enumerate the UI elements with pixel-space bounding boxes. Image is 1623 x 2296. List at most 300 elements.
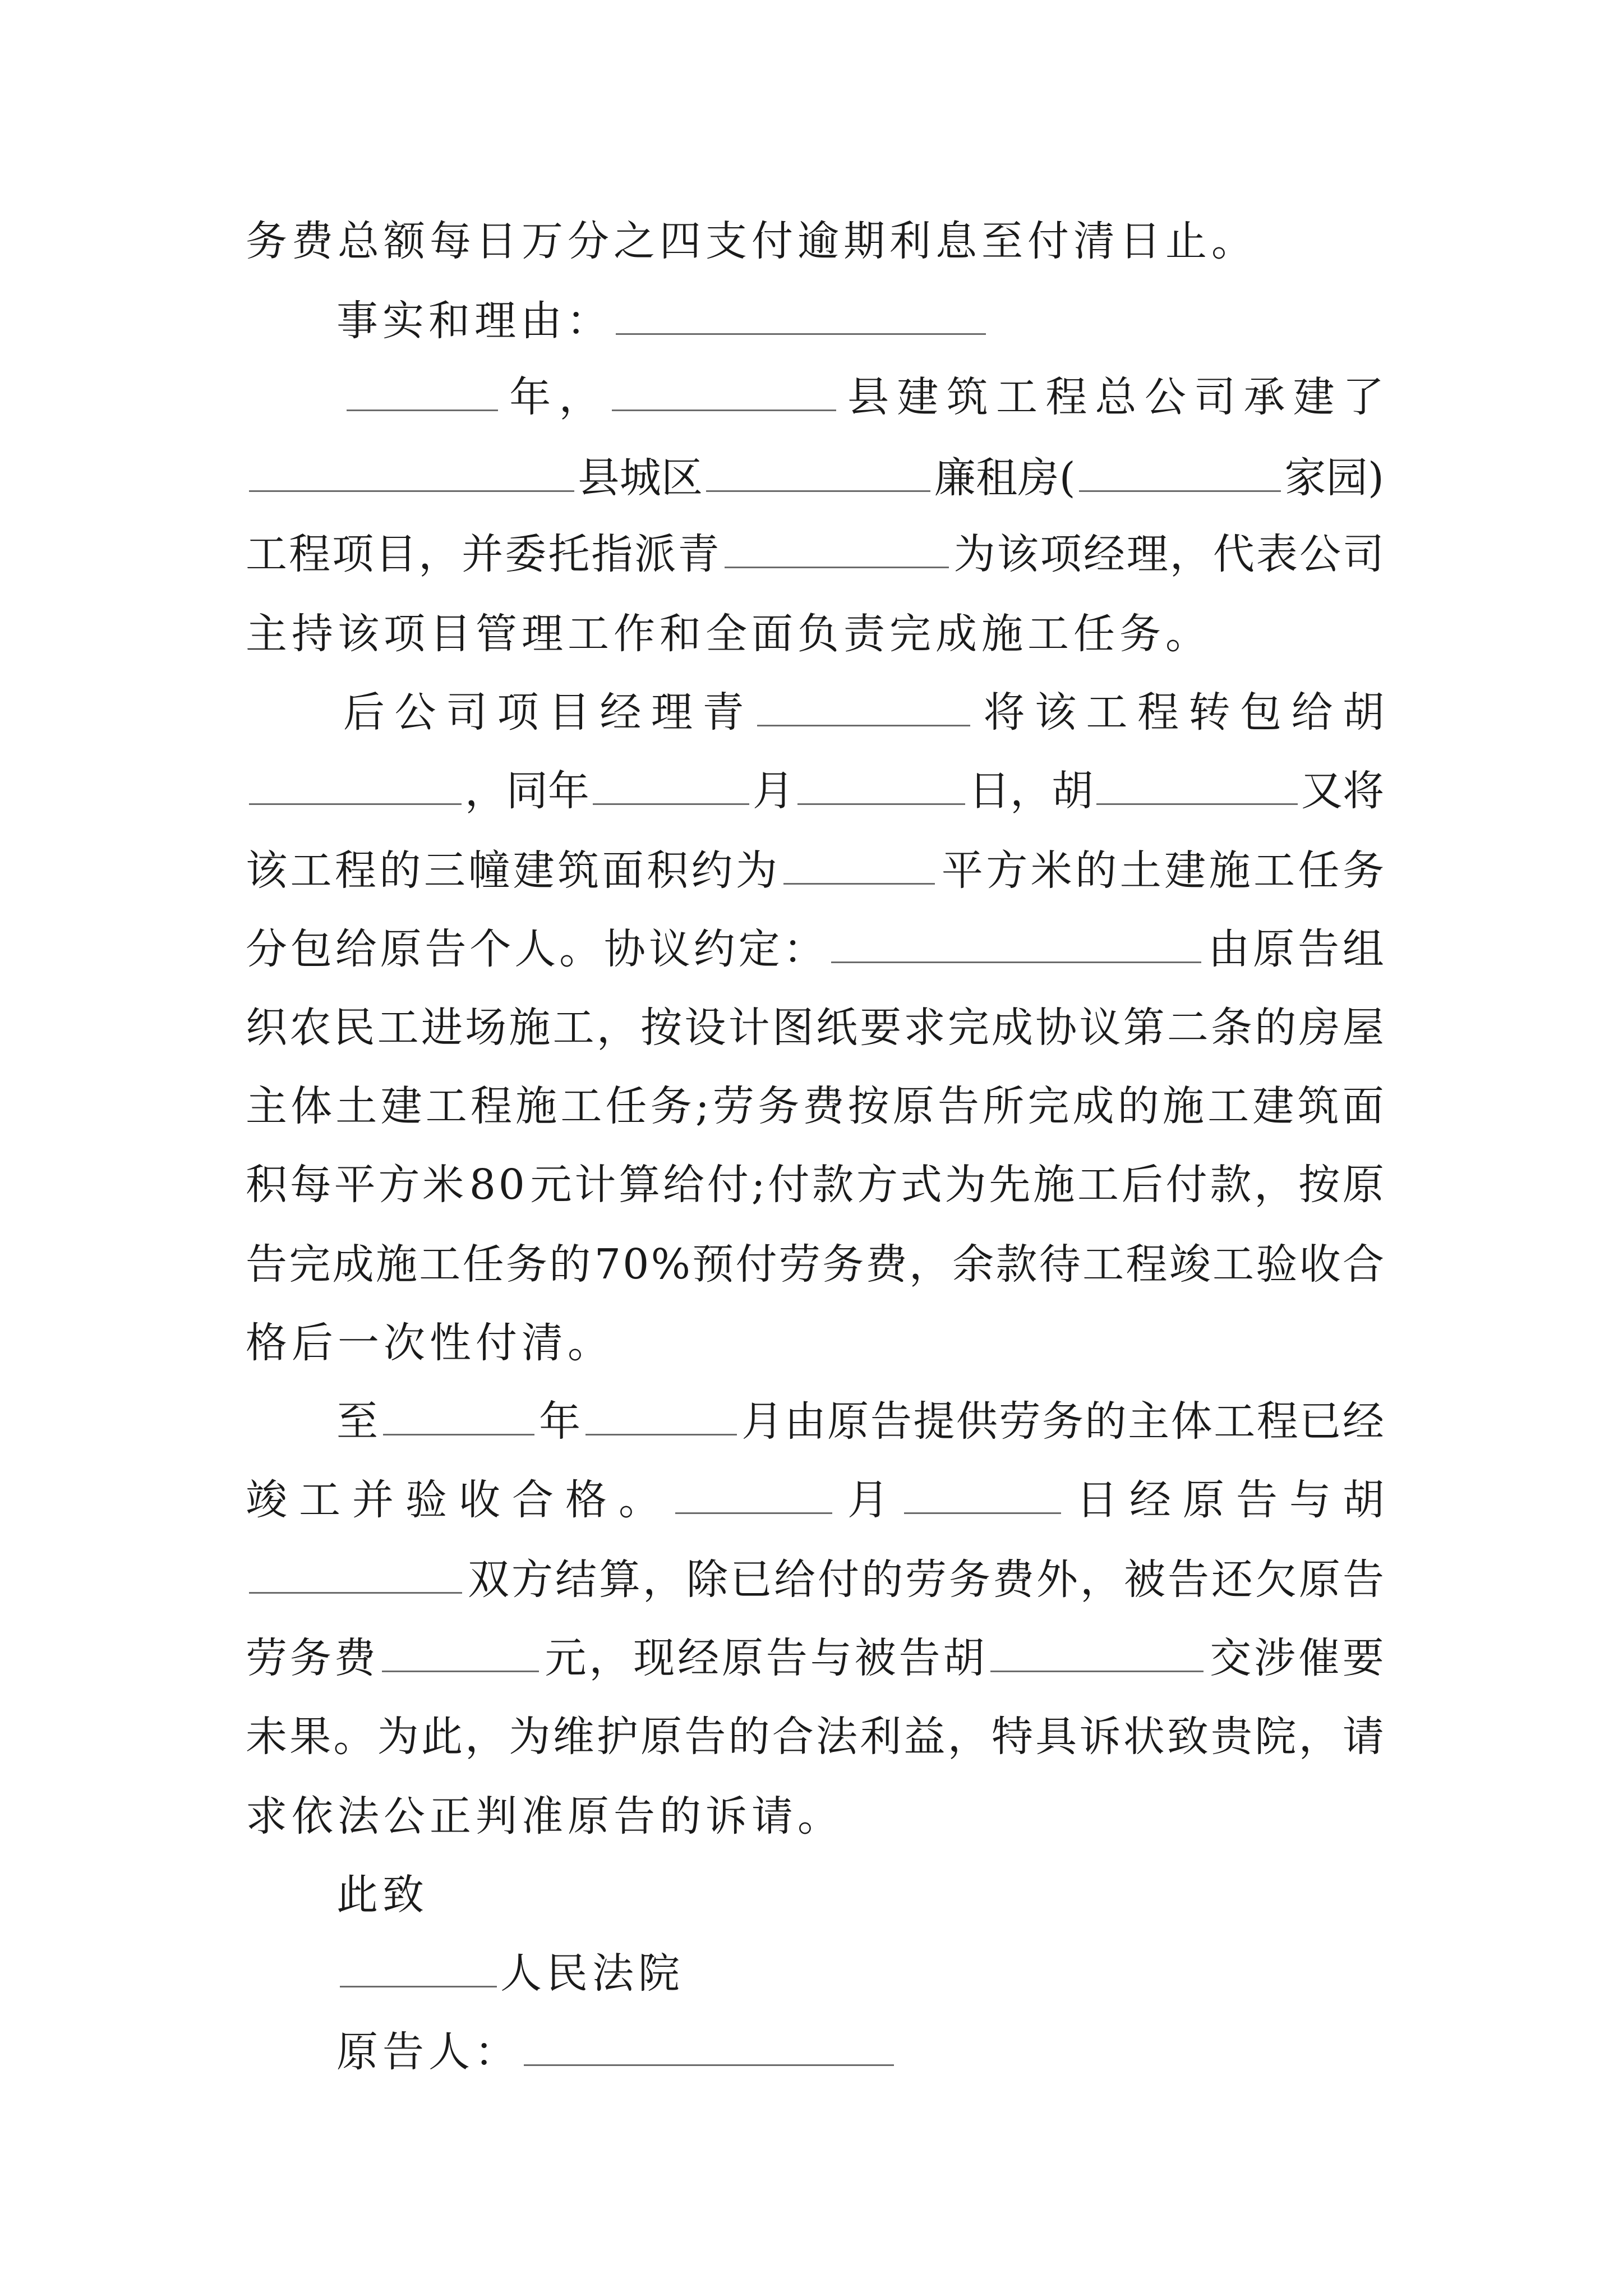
text-char: ， — [589, 1634, 631, 1682]
text-char: 由 — [784, 1397, 826, 1446]
text-char: 积 — [246, 1161, 287, 1209]
text-char: 为 — [735, 846, 777, 895]
text-char: 费 — [803, 1082, 845, 1130]
text-char: 工 — [1086, 688, 1128, 737]
text-char: 转 — [1188, 688, 1230, 737]
text-char: 项 — [1040, 530, 1082, 578]
text-char: 法 — [816, 1713, 858, 1761]
text-char: 按 — [847, 1082, 889, 1130]
text-char: 约 — [691, 846, 733, 895]
fill-in-blank — [383, 1395, 534, 1435]
text-char: 收 — [1299, 1240, 1341, 1289]
text-char: 计 — [574, 1161, 616, 1209]
text-char: 8 — [469, 1161, 496, 1209]
text-char: ( — [1059, 454, 1076, 502]
fill-in-blank — [612, 370, 836, 411]
text-char: 算 — [619, 1161, 661, 1209]
text-char: 双 — [468, 1556, 509, 1604]
text-char: 元 — [545, 1634, 587, 1682]
text-char: 米 — [1030, 846, 1072, 895]
text-char: 。 — [559, 925, 601, 973]
text-char: 要 — [1342, 1634, 1384, 1682]
text-char: 元 — [530, 1161, 572, 1209]
text-char: 至 — [336, 1397, 378, 1446]
text-char: 为 — [953, 530, 995, 578]
text-char: 二 — [1166, 1004, 1209, 1052]
text-char: 告 — [1298, 925, 1339, 973]
text-char: 经 — [1083, 530, 1125, 578]
text-line — [246, 915, 1384, 983]
text-char: 益 — [903, 1713, 946, 1761]
text-char: 廉 — [934, 454, 976, 502]
text-char: 代 — [1212, 530, 1255, 578]
text-char: 施 — [1209, 846, 1251, 895]
text-line — [246, 521, 1384, 588]
text-char: 给 — [774, 1556, 815, 1604]
fill-in-blank — [706, 451, 930, 492]
text-char: 同 — [506, 767, 548, 815]
text-char: 图 — [772, 1004, 814, 1052]
text-char: 经 — [677, 1634, 720, 1682]
text-char: 施 — [1033, 1161, 1075, 1209]
text-char: 任 — [605, 1082, 647, 1130]
text-char: 组 — [1342, 925, 1384, 973]
text-char: 原 — [1299, 1556, 1340, 1604]
text-char: 平 — [941, 846, 983, 895]
text-char: 告 — [425, 925, 467, 973]
fill-in-blank — [757, 685, 970, 726]
text-char: ： — [783, 925, 825, 973]
text-char: 维 — [552, 1713, 594, 1761]
text-char: 施 — [1162, 1082, 1204, 1130]
text-char: 该 — [1035, 688, 1076, 737]
text-char: % — [651, 1240, 690, 1289]
text-char: 工 — [1082, 1240, 1124, 1289]
text-char: 算 — [599, 1556, 640, 1604]
fill-in-blank — [524, 2025, 894, 2066]
text-char: 务 — [949, 1556, 990, 1604]
text-char: 人 — [514, 925, 556, 973]
text-char: 务 — [1342, 846, 1384, 895]
text-char: 还 — [1211, 1556, 1253, 1604]
text-char: 第 — [1123, 1004, 1165, 1052]
text-segment: 务费总额每日万分之四支付逾期利息至付清日止。 — [246, 217, 1257, 265]
text-char: 给 — [1291, 688, 1333, 737]
text-char: 收 — [459, 1476, 500, 1524]
text-char: 告 — [1343, 1556, 1384, 1604]
text-char: 经 — [600, 688, 642, 737]
text-char: 并 — [352, 1476, 394, 1524]
text-char: 具 — [1035, 1713, 1077, 1761]
text-char: 程 — [1126, 1240, 1168, 1289]
text-char: ， — [1169, 530, 1211, 578]
text-char: 委 — [505, 530, 547, 578]
text-line — [246, 1151, 1384, 1218]
text-char: ) — [1368, 454, 1384, 502]
text-char: ， — [1010, 767, 1052, 815]
text-char: 款 — [812, 1161, 854, 1209]
fill-in-blank — [1079, 451, 1281, 492]
text-char: 告 — [937, 1082, 979, 1130]
text-char: 城 — [619, 454, 661, 502]
text-char: 派 — [634, 530, 676, 578]
text-segment: 格后一次性付清。 — [246, 1319, 614, 1367]
text-char: 的 — [1085, 1397, 1127, 1446]
text-char: 建 — [1252, 1082, 1294, 1130]
text-char: 7 — [594, 1240, 621, 1289]
text-line — [336, 2018, 897, 2086]
text-char: 目 — [548, 688, 590, 737]
text-char: 工 — [1077, 1161, 1119, 1209]
text-char: 劳 — [713, 1082, 754, 1130]
text-char: 方 — [856, 1161, 898, 1209]
text-char: 供 — [956, 1397, 998, 1446]
text-char: 体 — [1170, 1397, 1212, 1446]
text-char: 进 — [421, 1004, 463, 1052]
text-char: 务 — [650, 1082, 692, 1130]
text-char: 成 — [1072, 1082, 1114, 1130]
text-char: 年 — [547, 767, 589, 815]
text-char: 胡 — [1343, 1476, 1384, 1524]
text-char: 式 — [900, 1161, 942, 1209]
text-char: 任 — [1298, 846, 1340, 895]
text-char: 区 — [661, 454, 703, 502]
text-char: 月 — [753, 767, 794, 815]
text-char: 结 — [555, 1556, 597, 1604]
text-char: ， — [465, 1713, 507, 1761]
text-char: 付 — [707, 1161, 749, 1209]
text-char: 验 — [1256, 1240, 1298, 1289]
text-char: 织 — [246, 1004, 287, 1052]
text-char: 年 — [539, 1397, 581, 1446]
text-line — [246, 1546, 1384, 1613]
text-char: 屋 — [1342, 1004, 1384, 1052]
text-char: 协 — [604, 925, 645, 973]
text-char: 幢 — [468, 846, 510, 895]
text-char: 成 — [332, 1240, 374, 1289]
text-char: 表 — [1256, 530, 1298, 578]
text-char: 民 — [333, 1004, 375, 1052]
text-char: 状 — [1123, 1713, 1165, 1761]
text-char: 成 — [991, 1004, 1033, 1052]
text-char: 合 — [1342, 1240, 1384, 1289]
fill-in-blank — [675, 1473, 832, 1514]
text-char: 每 — [289, 1161, 331, 1209]
text-char: 工 — [290, 846, 332, 895]
text-char: 胡 — [943, 1634, 985, 1682]
text-line — [246, 1231, 1384, 1298]
text-char: 议 — [648, 925, 690, 973]
text-line — [246, 837, 1384, 904]
text-char: 余 — [952, 1240, 994, 1289]
text-char: 告 — [1168, 1556, 1209, 1604]
text-char: 工 — [377, 1004, 419, 1052]
text-char: 完 — [289, 1240, 331, 1289]
fill-in-blank — [249, 764, 462, 805]
text-char: 程 — [1137, 688, 1179, 737]
text-char: 合 — [772, 1713, 814, 1761]
text-char: ; — [751, 1161, 766, 1209]
text-char: 给 — [662, 1161, 704, 1209]
text-char: 告 — [1236, 1476, 1278, 1524]
fill-in-blank — [382, 1631, 539, 1672]
text-char: 纸 — [816, 1004, 858, 1052]
text-char: 按 — [640, 1004, 683, 1052]
text-char: 项 — [332, 530, 374, 578]
text-char: 工 — [1207, 1082, 1249, 1130]
text-char: 的 — [1255, 1004, 1297, 1052]
text-char: 的 — [861, 1556, 903, 1604]
text-char: 与 — [810, 1634, 852, 1682]
text-char: ， — [947, 1713, 989, 1761]
text-char: 的 — [379, 846, 421, 895]
text-char: 园 — [1326, 454, 1368, 502]
text-char: 未 — [246, 1713, 287, 1761]
text-line — [246, 1309, 1384, 1377]
text-char: 家 — [1284, 454, 1326, 502]
text-char: 的 — [1075, 846, 1117, 895]
text-char: 被 — [1124, 1556, 1165, 1604]
text-char: 房 — [1017, 454, 1059, 502]
text-char: 工 — [1253, 846, 1295, 895]
text-char: 司 — [1342, 530, 1384, 578]
text-char: 该 — [997, 530, 1039, 578]
text-char: 场 — [465, 1004, 507, 1052]
fill-in-blank — [616, 294, 986, 335]
text-char: 待 — [1039, 1240, 1081, 1289]
text-char: 现 — [633, 1634, 675, 1682]
text-char: 月 — [847, 1476, 889, 1524]
text-char: 验 — [405, 1476, 447, 1524]
text-char: 护 — [596, 1713, 638, 1761]
text-char: 工 — [425, 1082, 467, 1130]
text-char: 青 — [677, 530, 720, 578]
text-char: 致 — [1166, 1713, 1209, 1761]
text-char: 年 — [509, 373, 551, 421]
text-char: 土 — [335, 1082, 377, 1130]
text-char: 县 — [578, 454, 620, 502]
text-char: 方 — [511, 1556, 553, 1604]
text-char: 胡 — [1052, 767, 1094, 815]
text-char: 完 — [1027, 1082, 1069, 1130]
text-char: 费 — [993, 1556, 1034, 1604]
text-char: 土 — [1119, 846, 1161, 895]
text-char: 。 — [619, 1476, 660, 1524]
text-char: 任 — [462, 1240, 504, 1289]
text-char: 原 — [827, 1397, 869, 1446]
text-char: 劳 — [999, 1397, 1041, 1446]
text-char: 施 — [509, 1004, 551, 1052]
text-char: 主 — [1128, 1397, 1170, 1446]
text-char: 日 — [1076, 1476, 1118, 1524]
text-char: ， — [1080, 1556, 1122, 1604]
fill-in-blank — [783, 844, 935, 885]
text-char: 建 — [1164, 846, 1206, 895]
text-char: 筑 — [946, 373, 988, 421]
text-char: 为 — [944, 1161, 986, 1209]
text-char: 涉 — [1254, 1634, 1295, 1682]
text-char: 原 — [640, 1713, 683, 1761]
text-char: 务 — [1042, 1397, 1084, 1446]
text-char: 外 — [1036, 1556, 1078, 1604]
text-char: 计 — [728, 1004, 770, 1052]
text-char: 定 — [738, 925, 780, 973]
text-char: ， — [596, 1004, 638, 1052]
text-char: 的 — [1117, 1082, 1159, 1130]
text-char: 房 — [1298, 1004, 1340, 1052]
text-char: 贵 — [1211, 1713, 1253, 1761]
text-char: ， — [1298, 1713, 1340, 1761]
text-char: 建 — [1293, 373, 1335, 421]
text-char: ; — [695, 1082, 709, 1130]
text-char: 包 — [1240, 688, 1281, 737]
text-char: 理 — [651, 688, 693, 737]
text-char: 费 — [334, 1634, 376, 1682]
text-char: 理 — [1126, 530, 1168, 578]
text-char: 催 — [1298, 1634, 1340, 1682]
text-char: 工 — [995, 373, 1038, 421]
text-char: 工 — [1214, 1397, 1256, 1446]
text-segment: 主持该项目管理工作和全面负责完成施工任务。 — [246, 610, 1211, 658]
text-char: 劳 — [778, 1240, 820, 1289]
text-char: 公 — [1144, 373, 1186, 421]
text-char: 给 — [335, 925, 377, 973]
text-line — [246, 1073, 1384, 1140]
fill-in-blank — [249, 451, 574, 492]
text-line — [246, 1466, 1384, 1534]
text-char: 约 — [693, 925, 735, 973]
text-char: 竣 — [1169, 1240, 1211, 1289]
text-char: 经 — [1342, 1397, 1384, 1446]
text-char: 协 — [1035, 1004, 1077, 1052]
text-char: 除 — [686, 1556, 728, 1604]
text-char: 条 — [1211, 1004, 1253, 1052]
text-line — [343, 364, 1384, 431]
text-char: 建 — [897, 373, 939, 421]
text-char: 原 — [892, 1082, 934, 1130]
text-segment: 此致 — [336, 1871, 428, 1919]
text-char: 0 — [623, 1240, 649, 1289]
text-char: 程 — [334, 846, 376, 895]
fill-in-blank — [593, 764, 749, 805]
text-char: 款 — [1210, 1161, 1252, 1209]
text-char: 为 — [377, 1713, 419, 1761]
text-line — [336, 287, 989, 355]
text-char: 指 — [591, 530, 633, 578]
text-char: 包 — [290, 925, 332, 973]
text-char: 主 — [246, 1082, 287, 1130]
text-char: 工 — [560, 1082, 602, 1130]
text-char: 托 — [548, 530, 590, 578]
text-char: 租 — [976, 454, 1018, 502]
fill-in-blank — [347, 370, 498, 411]
text-char: 由 — [1208, 925, 1250, 973]
text-char: 设 — [684, 1004, 726, 1052]
text-char: 的 — [728, 1713, 770, 1761]
text-char: 0 — [498, 1161, 525, 1209]
text-char: 公 — [1299, 530, 1341, 578]
text-char: 劳 — [246, 1634, 287, 1682]
text-line — [343, 679, 1384, 746]
text-char: 建 — [380, 1082, 422, 1130]
fill-in-blank — [990, 1631, 1204, 1672]
text-char: 告 — [246, 1240, 287, 1289]
text-char: 付 — [768, 1161, 810, 1209]
text-char: 欠 — [1255, 1556, 1297, 1604]
text-char: 格 — [565, 1476, 607, 1524]
fill-in-blank — [340, 1947, 497, 1987]
text-line — [246, 600, 1384, 668]
text-char: 面 — [1342, 1082, 1384, 1130]
text-char: 月 — [741, 1397, 783, 1446]
text-char: 议 — [1079, 1004, 1121, 1052]
text-char: 个 — [469, 925, 511, 973]
text-char: 完 — [947, 1004, 989, 1052]
text-char: 付 — [735, 1240, 777, 1289]
text-char: 积 — [647, 846, 689, 895]
text-char: 司 — [1194, 373, 1236, 421]
text-char: 原 — [1342, 1161, 1384, 1209]
text-char: 面 — [602, 846, 644, 895]
text-char: 款 — [995, 1240, 1038, 1289]
text-char: 被 — [854, 1634, 896, 1682]
text-char: 特 — [991, 1713, 1033, 1761]
fill-in-blank — [904, 1473, 1061, 1514]
text-char: 公 — [394, 688, 436, 737]
text-line — [246, 208, 1384, 275]
text-line — [336, 1940, 684, 2007]
text-char: 体 — [291, 1082, 333, 1130]
text-char: 与 — [1289, 1476, 1331, 1524]
text-char: 工 — [419, 1240, 461, 1289]
text-char: 工 — [552, 1004, 594, 1052]
text-char: 将 — [983, 688, 1025, 737]
text-char: 提 — [913, 1397, 955, 1446]
text-char: 项 — [497, 688, 539, 737]
text-char: 原 — [1183, 1476, 1224, 1524]
text-char: 告 — [870, 1397, 912, 1446]
text-line — [246, 1703, 1384, 1770]
text-char: 经 — [1129, 1476, 1171, 1524]
text-char: 工 — [299, 1476, 340, 1524]
text-line — [246, 994, 1384, 1061]
text-char: 原 — [1253, 925, 1295, 973]
fill-in-blank — [1096, 764, 1298, 805]
text-line — [246, 757, 1384, 825]
text-char: 方 — [378, 1161, 420, 1209]
text-char: 务 — [505, 1240, 547, 1289]
text-char: 原 — [722, 1634, 763, 1682]
text-line — [336, 1388, 1384, 1455]
text-char: 诉 — [1079, 1713, 1121, 1761]
text-char: ， — [418, 530, 460, 578]
text-char: 院 — [1255, 1713, 1297, 1761]
text-char: 日 — [969, 767, 1011, 815]
text-char: 工 — [1212, 1240, 1255, 1289]
text-char: 三 — [423, 846, 465, 895]
fill-in-blank — [249, 1553, 462, 1594]
text-char: ， — [559, 373, 601, 421]
text-char: 方 — [986, 846, 1028, 895]
text-line — [336, 1861, 428, 1929]
text-char: 后 — [343, 688, 385, 737]
text-char: 筑 — [1297, 1082, 1339, 1130]
text-char: 平 — [334, 1161, 376, 1209]
text-char: 先 — [989, 1161, 1031, 1209]
text-char: 建 — [513, 846, 555, 895]
text-char: 施 — [375, 1240, 417, 1289]
text-char: 竣 — [246, 1476, 287, 1524]
